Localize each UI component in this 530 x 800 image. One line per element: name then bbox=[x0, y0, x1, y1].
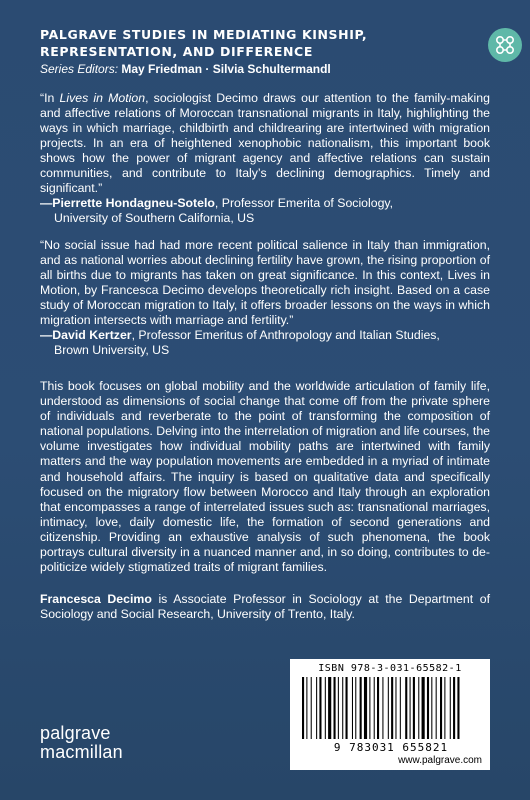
publisher-logo bbox=[40, 724, 123, 762]
barcode-bar bbox=[374, 677, 375, 739]
description-paragraph: This book focuses on global mobility and the worldwide articulation of family life, understood as dimensions of social change that come off from the private sphere of individuals and reverberate to the point of transforming the composition of national populations. Delving into the interrelation of migration and life courses, the volume investigates how individual mobility paths are intertwined with family matters and the way population movements are embedded in a myriad of intimate and household affairs. The inquiry is based on qualitative data and specifically focused on the migratory flow between Morocco and Italy through an exploration that encompasses a range of interrelated issues such as: transnational marriages, intimacy, love, daily domestic life, the formation of second generations and citizenship. Providing an exhaustive analysis of such phenomena, the book portrays cultural diversity in a nuanced manner and, in so doing, contributes to de-politicize widely stigmatized traits of migrant families. bbox=[40, 379, 490, 575]
series-editors bbox=[40, 62, 480, 76]
barcode-bar bbox=[334, 677, 336, 739]
quote-1-affiliation: University of Southern California, US bbox=[54, 211, 255, 225]
series-title: PALGRAVE STUDIES IN MEDIATING KINSHIP, REPRESENTATION, AND DIFFERENCE bbox=[40, 27, 368, 59]
barcode-bar bbox=[352, 677, 353, 739]
barcode-bar bbox=[436, 677, 437, 739]
springer-nature-logo-icon bbox=[488, 28, 522, 62]
series-editors-names: May Friedman · Silvia Schultermandl bbox=[121, 62, 331, 76]
series-editors-label: Series Editors: bbox=[40, 62, 119, 76]
author-name: Francesca Decimo bbox=[40, 592, 152, 606]
barcode-bar bbox=[316, 677, 317, 739]
barcode-bar bbox=[444, 677, 445, 739]
quote-2-attribution: —David Kertzer, Professor Emeritus of Anthropology and Italian Studies, bbox=[40, 328, 440, 342]
barcode-bar bbox=[364, 677, 367, 739]
barcode-bar bbox=[328, 677, 331, 739]
barcode-bar bbox=[325, 677, 326, 739]
barcode-bar bbox=[342, 677, 343, 739]
barcode-bar bbox=[311, 677, 312, 739]
barcode-bar bbox=[400, 677, 401, 739]
barcode-bar bbox=[360, 677, 362, 739]
barcode-bar bbox=[431, 677, 432, 739]
barcode-bar bbox=[418, 677, 419, 739]
endorsement-quote-1 bbox=[40, 91, 490, 226]
book-description bbox=[40, 379, 490, 575]
barcode-bar bbox=[302, 677, 304, 739]
barcode-bar bbox=[410, 677, 411, 739]
quote-1-role: , Professor Emerita of Sociology, bbox=[214, 196, 394, 210]
author-bio bbox=[40, 592, 490, 622]
barcode-bar bbox=[355, 677, 356, 739]
barcode-bar bbox=[405, 677, 407, 739]
barcode-bar bbox=[395, 677, 396, 739]
quote-2-affiliation: Brown University, US bbox=[54, 343, 170, 357]
endorsement-quote-2 bbox=[40, 238, 490, 358]
author-bio-text: is Associate Professor in Sociology at the Department of Sociology and Social Research, University of Trento, Italy. bbox=[40, 592, 490, 622]
quote-1-name: Pierrette Hondagneu-Sotelo bbox=[52, 196, 215, 210]
barcode-bar bbox=[338, 677, 339, 739]
barcode-bars bbox=[302, 677, 478, 739]
barcode-bar bbox=[422, 677, 425, 739]
barcode-bar bbox=[388, 677, 389, 739]
barcode-bar bbox=[346, 677, 348, 739]
series-header bbox=[40, 26, 480, 76]
barcode-bar bbox=[450, 677, 451, 739]
barcode-bar bbox=[413, 677, 415, 739]
barcode-bar bbox=[306, 677, 307, 739]
barcode-bar bbox=[427, 677, 429, 739]
quote-1-book-title: Lives in Motion bbox=[59, 91, 146, 105]
quote-2-text: “No social issue had had more recent political salience in Italy than immigration, and as national worries about declining fertility have grown, the rising proportion of all births due to migrants has taken on great significance. In this context, Lives in Motion, by Francesca Decimo develops theoretically rich insight. Based on a case study of Moroccan migration to Italy, it offers broader lessons on the ways in which migration intersects with marriage and fertility.” bbox=[40, 238, 490, 327]
barcode-bar bbox=[453, 677, 455, 739]
publisher-url: www.palgrave.com bbox=[398, 755, 482, 766]
quote-1-text: “In Lives in Motion, sociologist Decimo draws our attention to the family-making and affective relations of Moroccan transnational migrants in Italy, highlighting the ways in which marriage, childbirth and childrearing are intertwined with migration projects. In an era of heightened xenophobic nationalism, this important book shows how the power of migrant agency and affective relations can sustain communities, and contribute to Italy’s declining demographics. Timely and significant.” bbox=[40, 91, 490, 195]
quote-2-role: , Professor Emeritus of Anthropology and Italian Studies, bbox=[131, 328, 440, 342]
isbn-label: ISBN 978-3-031-65582-1 bbox=[318, 663, 462, 674]
quote-1-attribution: —Pierrette Hondagneu-Sotelo, Professor Emerita of Sociology, bbox=[40, 196, 394, 210]
isbn-barcode bbox=[290, 659, 490, 770]
barcode-bar bbox=[391, 677, 393, 739]
barcode-bar bbox=[440, 677, 442, 739]
barcode-bar bbox=[457, 677, 459, 739]
publisher-name-line2: macmillan bbox=[40, 742, 123, 762]
barcode-bar bbox=[369, 677, 370, 739]
barcode-bar bbox=[319, 677, 321, 739]
quote-2-name: David Kertzer bbox=[52, 328, 132, 342]
isbn-digits: 9 783031 655821 bbox=[333, 741, 449, 754]
barcode-bar bbox=[377, 677, 379, 739]
publisher-name-line1: palgrave bbox=[40, 723, 111, 743]
barcode-bar bbox=[382, 677, 383, 739]
